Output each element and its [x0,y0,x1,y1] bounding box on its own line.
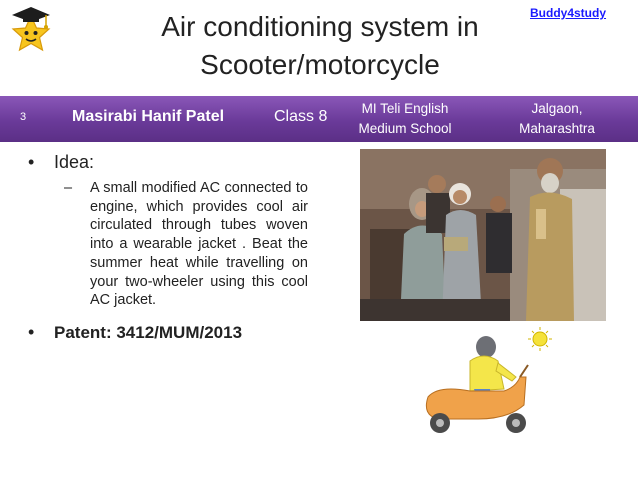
location [498,99,616,139]
graduation-star-logo-icon [2,2,60,60]
slide-number: 3 [20,111,27,123]
scooter-rider-sketch [408,327,568,437]
student-name: Masirabi Hanif Patel [72,108,225,125]
info-band [0,96,638,142]
title-line-2: Scooter/motorcycle [200,49,440,80]
award-ceremony-photo [360,149,606,321]
school-line-1: MI Teli English [361,101,449,116]
dash-icon: – [64,180,73,196]
location-line-1: Jalgaon, [531,101,583,116]
patent-bullet [28,322,328,343]
idea-description [64,179,328,310]
sun-icon [528,327,552,351]
idea-text: A small modified AC connected to engine, which provides cool air circulated through tubes woven into a wearable jacket . Beat the summer heat while travelling on your two-wheeler using this cool AC jacket. [90,180,308,309]
idea-bullet [28,152,328,173]
content-bullets [28,152,328,343]
bullet-dot-icon: • [28,152,35,172]
bullet-dot-icon: • [28,321,35,342]
location-line-2: Maharashtra [519,121,595,136]
patent-text: Patent: 3412/MUM/2013 [54,322,243,342]
student-class: Class 8 [274,108,328,125]
idea-label: Idea: [54,152,95,172]
title-line-1: Air conditioning system in [161,11,479,42]
school-name [340,99,470,139]
school-line-2: Medium School [358,121,452,136]
slide-title [110,8,530,84]
buddy4study-link[interactable]: Buddy4study [530,6,607,20]
